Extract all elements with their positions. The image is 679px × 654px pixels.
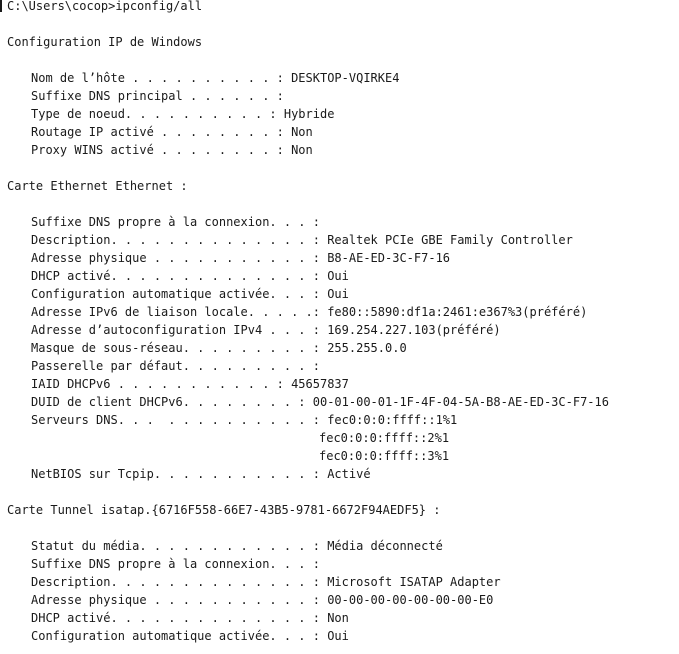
tunnel-line: Statut du média. . . . . . . . . . . . : Média déconnecté	[31, 539, 443, 553]
blank-line	[7, 51, 679, 69]
section-title-tunnel: Carte Tunnel isatap.{6716F558-66E7-43B5-9781-6672F94AEDF5} :	[7, 503, 441, 517]
section-title-windows-ip: Configuration IP de Windows	[7, 35, 203, 49]
blank-line	[7, 483, 679, 501]
host-name-line: Nom de l’hôte . . . . . . . . . . : DESKTOP-VQIRKE4	[31, 71, 400, 85]
ethernet-line: DUID de client DHCPv6. . . . . . . . : 00-01-00-01-1F-4F-04-5A-B8-AE-ED-3C-F7-16	[31, 395, 609, 409]
ethernet-line: IAID DHCPv6 . . . . . . . . . . . : 45657837	[31, 377, 349, 391]
ethernet-line: Serveurs DNS. . . . . . . . . . . . . : fec0:0:0:ffff::1%1	[31, 413, 458, 427]
ip-routing-line: Routage IP activé . . . . . . . . : Non	[31, 125, 313, 139]
ethernet-line: Adresse physique . . . . . . . . . . . : B8-AE-ED-3C-F7-16	[31, 251, 451, 265]
dns-server-line: fec0:0:0:ffff::3%1	[319, 449, 450, 463]
node-type-line: Type de noeud. . . . . . . . . . : Hybride	[31, 107, 335, 121]
command-line: C:\Users\cocop>ipconfig/all	[7, 0, 203, 13]
blank-line	[7, 15, 679, 33]
ethernet-line: Adresse d’autoconfiguration IPv4 . . . : 169.254.227.103(préféré)	[31, 323, 501, 337]
text-cursor	[0, 0, 2, 12]
tunnel-line: DHCP activé. . . . . . . . . . . . . . : Non	[31, 611, 349, 625]
ethernet-line: DHCP activé. . . . . . . . . . . . . . : Oui	[31, 269, 349, 283]
ethernet-line: Configuration automatique activée. . . : Oui	[31, 287, 349, 301]
ethernet-line: Masque de sous-réseau. . . . . . . . . : 255.255.0.0	[31, 341, 407, 355]
tunnel-line: Description. . . . . . . . . . . . . . : Microsoft ISATAP Adapter	[31, 575, 501, 589]
ethernet-line: Suffixe DNS propre à la connexion. . . :	[31, 215, 320, 229]
tunnel-line: Suffixe DNS propre à la connexion. . . :	[31, 557, 320, 571]
wins-proxy-line: Proxy WINS activé . . . . . . . . : Non	[31, 143, 313, 157]
section-title-ethernet: Carte Ethernet Ethernet :	[7, 179, 188, 193]
console-output	[7, 0, 679, 645]
dns-server-line: fec0:0:0:ffff::2%1	[319, 431, 450, 445]
ethernet-line: Passerelle par défaut. . . . . . . . . :	[31, 359, 320, 373]
blank-line	[7, 519, 679, 537]
dns-suffix-line: Suffixe DNS principal . . . . . . :	[31, 89, 284, 103]
blank-line	[7, 195, 679, 213]
ethernet-line: Adresse IPv6 de liaison locale. . . . .: fe80::5890:df1a:2461:e367%3(préféré)	[31, 305, 588, 319]
tunnel-line: Adresse physique . . . . . . . . . . . : 00-00-00-00-00-00-00-E0	[31, 593, 494, 607]
tunnel-line: Configuration automatique activée. . . : Oui	[31, 629, 349, 643]
ethernet-line: Description. . . . . . . . . . . . . . : Realtek PCIe GBE Family Controller	[31, 233, 573, 247]
netbios-line: NetBIOS sur Tcpip. . . . . . . . . . . : Activé	[31, 467, 371, 481]
blank-line	[7, 159, 679, 177]
